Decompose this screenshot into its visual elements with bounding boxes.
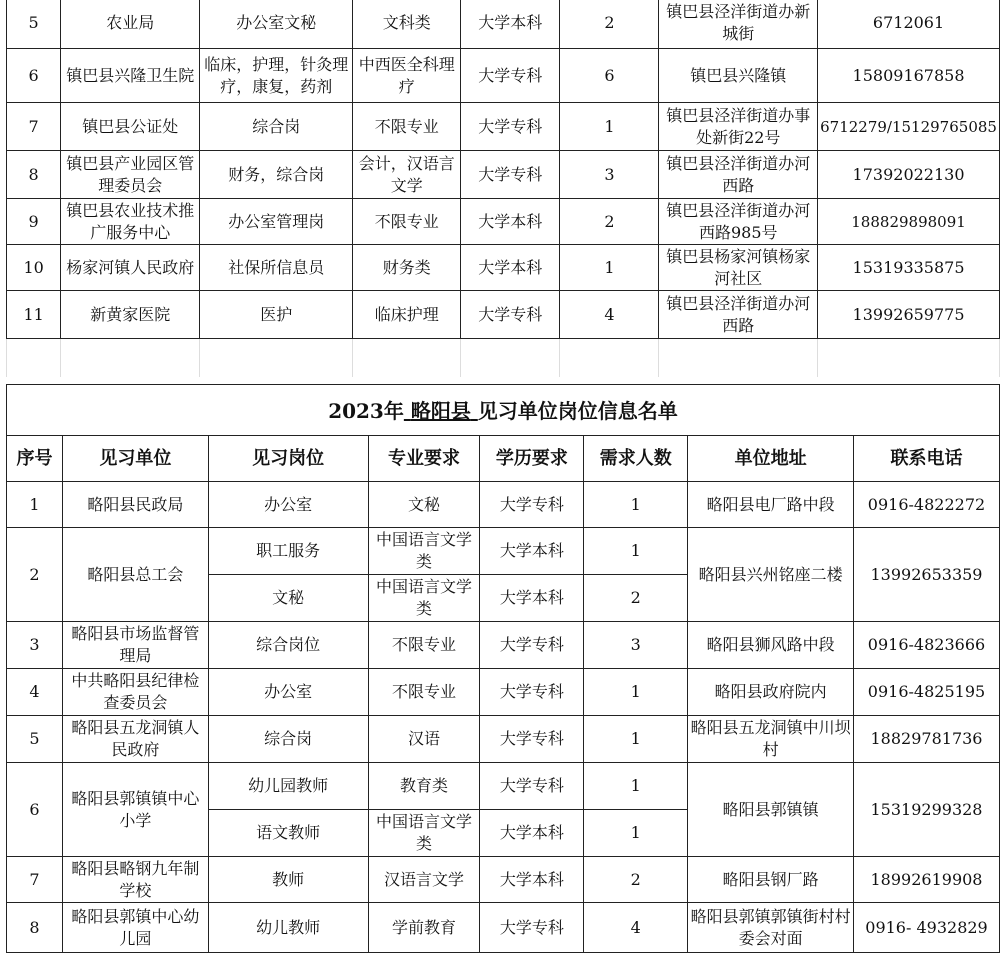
table-row <box>7 0 1000 49</box>
cell-major: 临床护理 <box>353 291 461 339</box>
cell-no: 6 <box>7 763 63 857</box>
cell-addr: 略阳县政府院内 <box>688 669 854 716</box>
cell-edu: 大学本科 <box>461 0 560 49</box>
cell-phone: 6712061 <box>818 0 1000 49</box>
cell-unit: 略阳县五龙洞镇人民政府 <box>62 716 208 763</box>
cell-edu: 大学专科 <box>480 763 584 810</box>
table-row <box>7 199 1000 245</box>
cell-no: 5 <box>7 716 63 763</box>
cell-count: 1 <box>584 528 688 575</box>
header-phone: 联系电话 <box>854 436 1000 482</box>
table-row <box>7 245 1000 291</box>
cell-addr: 略阳县兴州铭座二楼 <box>688 528 854 622</box>
empty-cell <box>7 339 61 377</box>
cell-post: 综合岗 <box>208 716 368 763</box>
cell-edu: 大学专科 <box>461 49 560 103</box>
cell-post: 社保所信息员 <box>200 245 353 291</box>
lueyang-table <box>6 435 1000 953</box>
cell-addr: 镇巴县杨家河镇杨家河社区 <box>659 245 818 291</box>
cell-phone: 18829781736 <box>854 716 1000 763</box>
cell-major: 不限专业 <box>368 622 480 669</box>
cell-no: 2 <box>7 528 63 622</box>
cell-phone: 15809167858 <box>818 49 1000 103</box>
cell-addr: 略阳县钢厂路 <box>688 857 854 903</box>
cell-post: 职工服务 <box>208 528 368 575</box>
cell-addr: 镇巴县兴隆镇 <box>659 49 818 103</box>
cell-post: 医护 <box>200 291 353 339</box>
cell-unit: 新黄家医院 <box>61 291 200 339</box>
cell-addr: 略阳县郭镇镇 <box>688 763 854 857</box>
cell-count: 2 <box>560 0 659 49</box>
title-county: 略阳县 <box>410 399 471 423</box>
cell-major: 不限专业 <box>353 103 461 151</box>
header-edu: 学历要求 <box>480 436 584 482</box>
cell-major: 文秘 <box>368 482 480 528</box>
cell-addr: 镇巴县泾洋街道办事处新街22号 <box>659 103 818 151</box>
cell-count: 1 <box>584 669 688 716</box>
cell-addr: 镇巴县泾洋街道办河西路985号 <box>659 199 818 245</box>
cell-no: 10 <box>7 245 61 291</box>
cell-post: 综合岗 <box>200 103 353 151</box>
header-post: 见习岗位 <box>208 436 368 482</box>
cell-phone: 17392022130 <box>818 151 1000 199</box>
cell-count: 6 <box>560 49 659 103</box>
cell-edu: 大学专科 <box>480 903 584 953</box>
cell-unit: 略阳县市场监督管理局 <box>62 622 208 669</box>
cell-post: 幼儿教师 <box>208 903 368 953</box>
cell-post: 财务，综合岗 <box>200 151 353 199</box>
table-row <box>7 716 1000 763</box>
empty-cell <box>61 339 200 377</box>
table-row <box>7 103 1000 151</box>
empty-cell <box>200 339 353 377</box>
cell-major: 会计，汉语言文学 <box>353 151 461 199</box>
cell-post: 幼儿园教师 <box>208 763 368 810</box>
table-row <box>7 482 1000 528</box>
cell-edu: 大学本科 <box>480 528 584 575</box>
cell-phone: 18992619908 <box>854 857 1000 903</box>
cell-addr: 镇巴县泾洋街道办河西路 <box>659 151 818 199</box>
cell-count: 1 <box>584 482 688 528</box>
cell-no: 8 <box>7 151 61 199</box>
cell-edu: 大学专科 <box>461 151 560 199</box>
cell-addr: 略阳县五龙洞镇中川坝村 <box>688 716 854 763</box>
cell-count: 1 <box>584 763 688 810</box>
header-no: 序号 <box>7 436 63 482</box>
cell-no: 3 <box>7 622 63 669</box>
cell-post: 语文教师 <box>208 810 368 857</box>
cell-post: 办公室 <box>208 482 368 528</box>
cell-edu: 大学专科 <box>461 291 560 339</box>
cell-post: 临床，护理，针灸理疗，康复，药剂 <box>200 49 353 103</box>
header-unit: 见习单位 <box>62 436 208 482</box>
cell-major: 财务类 <box>353 245 461 291</box>
cell-unit: 略阳县略钢九年制学校 <box>62 857 208 903</box>
table-row <box>7 903 1000 953</box>
cell-major: 中国语言文学类 <box>368 528 480 575</box>
title-rest: 见习单位岗位信息名单 <box>477 399 678 423</box>
zhenba-table <box>6 0 1000 377</box>
cell-count: 3 <box>584 622 688 669</box>
cell-addr: 略阳县电厂路中段 <box>688 482 854 528</box>
cell-major: 中国语言文学类 <box>368 810 480 857</box>
table-row <box>7 857 1000 903</box>
cell-edu: 大学专科 <box>480 716 584 763</box>
cell-major: 不限专业 <box>368 669 480 716</box>
cell-post: 办公室管理岗 <box>200 199 353 245</box>
cell-count: 1 <box>584 810 688 857</box>
cell-unit: 农业局 <box>61 0 200 49</box>
cell-major: 文科类 <box>353 0 461 49</box>
cell-edu: 大学本科 <box>480 810 584 857</box>
cell-addr: 镇巴县泾洋街道办新城街 <box>659 0 818 49</box>
table-row <box>7 291 1000 339</box>
cell-post: 办公室 <box>208 669 368 716</box>
cell-major: 汉语 <box>368 716 480 763</box>
cell-major: 不限专业 <box>353 199 461 245</box>
cell-edu: 大学本科 <box>461 245 560 291</box>
empty-cell <box>659 339 818 377</box>
header-major: 专业要求 <box>368 436 480 482</box>
cell-no: 6 <box>7 49 61 103</box>
table-row <box>7 763 1000 810</box>
cell-unit: 略阳县郭镇镇中心小学 <box>62 763 208 857</box>
cell-count: 1 <box>560 245 659 291</box>
title-year: 2023年 <box>328 399 404 423</box>
cell-major: 中国语言文学类 <box>368 575 480 622</box>
cell-unit: 镇巴县兴隆卫生院 <box>61 49 200 103</box>
cell-unit: 镇巴县产业园区管理委员会 <box>61 151 200 199</box>
cell-edu: 大学专科 <box>480 482 584 528</box>
cell-phone: 0916-4825195 <box>854 669 1000 716</box>
cell-count: 1 <box>584 716 688 763</box>
cell-phone: 13992653359 <box>854 528 1000 622</box>
cell-phone: 0916-4823666 <box>854 622 1000 669</box>
cell-count: 4 <box>584 903 688 953</box>
cell-no: 11 <box>7 291 61 339</box>
cell-no: 8 <box>7 903 63 953</box>
cell-post: 办公室文秘 <box>200 0 353 49</box>
cell-major: 汉语言文学 <box>368 857 480 903</box>
cell-phone: 18882989809​1 <box>818 199 1000 245</box>
cell-unit: 镇巴县公证处 <box>61 103 200 151</box>
cell-count: 2 <box>584 857 688 903</box>
cell-edu: 大学本科 <box>480 857 584 903</box>
cell-phone: 0916-4822272 <box>854 482 1000 528</box>
cell-post: 教师 <box>208 857 368 903</box>
cell-phone: 15319335875 <box>818 245 1000 291</box>
page-title <box>6 384 1000 436</box>
cell-phone: 0916- 4932829 <box>854 903 1000 953</box>
cell-unit: 中共略阳县纪律检查委员会 <box>62 669 208 716</box>
table-row <box>7 49 1000 103</box>
cell-addr: 略阳县郭镇郭镇街村村委会对面 <box>688 903 854 953</box>
cell-unit: 略阳县民政局 <box>62 482 208 528</box>
table-row <box>7 622 1000 669</box>
cell-no: 1 <box>7 482 63 528</box>
cell-post: 综合岗位 <box>208 622 368 669</box>
cell-edu: 大学专科 <box>480 669 584 716</box>
cell-edu: 大学专科 <box>480 622 584 669</box>
cell-count: 1 <box>560 103 659 151</box>
cell-count: 4 <box>560 291 659 339</box>
cell-addr: 略阳县狮风路中段 <box>688 622 854 669</box>
cell-count: 3 <box>560 151 659 199</box>
cell-count: 2 <box>560 199 659 245</box>
table-row <box>7 669 1000 716</box>
cell-post: 文秘 <box>208 575 368 622</box>
cell-unit: 略阳县郭镇中心幼儿园 <box>62 903 208 953</box>
cell-unit: 杨家河镇人民政府 <box>61 245 200 291</box>
empty-cell <box>818 339 1000 377</box>
empty-cell <box>353 339 461 377</box>
cell-phone: 6712279/15129765085 <box>818 103 1000 151</box>
cell-phone: 15319299328 <box>854 763 1000 857</box>
cell-edu: 大学专科 <box>461 103 560 151</box>
cell-edu: 大学本科 <box>461 199 560 245</box>
cell-count: 2 <box>584 575 688 622</box>
cell-major: 教育类 <box>368 763 480 810</box>
header-count: 需求人数 <box>584 436 688 482</box>
cell-major: 学前教育 <box>368 903 480 953</box>
table-row <box>7 528 1000 575</box>
cell-edu: 大学本科 <box>480 575 584 622</box>
table-row <box>7 151 1000 199</box>
cell-addr: 镇巴县泾洋街道办河西路 <box>659 291 818 339</box>
spacer-row <box>7 339 1000 377</box>
empty-cell <box>560 339 659 377</box>
cell-major: 中西医全科理疗 <box>353 49 461 103</box>
empty-cell <box>461 339 560 377</box>
cell-no: 7 <box>7 857 63 903</box>
cell-no: 7 <box>7 103 61 151</box>
cell-phone: 13992659775 <box>818 291 1000 339</box>
cell-no: 9 <box>7 199 61 245</box>
cell-unit: 略阳县总工会 <box>62 528 208 622</box>
header-addr: 单位地址 <box>688 436 854 482</box>
header-row <box>7 436 1000 482</box>
cell-no: 5 <box>7 0 61 49</box>
cell-unit: 镇巴县农业技术推广服务中心 <box>61 199 200 245</box>
cell-no: 4 <box>7 669 63 716</box>
